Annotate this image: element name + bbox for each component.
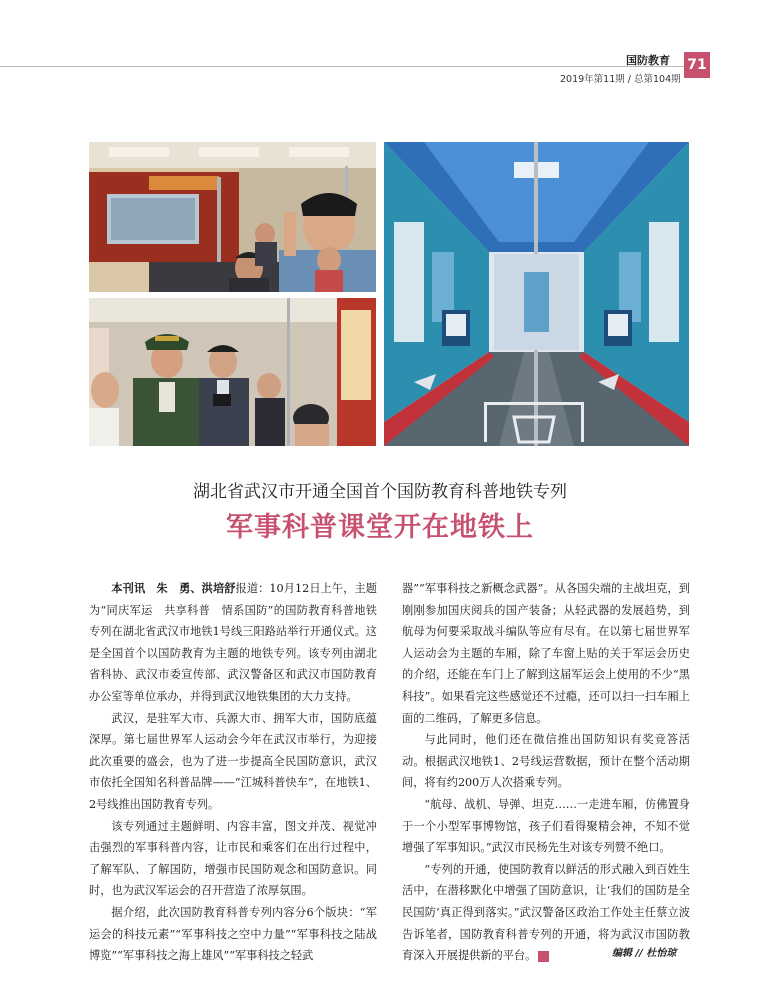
page-number: 71 xyxy=(684,52,710,78)
issue-info: 2019年第11期 / 总第104期 xyxy=(560,74,681,85)
byline: 本刊讯 朱 勇、洪培舒 xyxy=(111,582,236,595)
paragraph-text: 报道：10月12日上午，主题为“同庆军运 共享科普 情系国防”的国防教育科普地铁专列在湖北省武汉市地铁1号线三阳路站举行开通仪式。这是全国首个以国防教育为主题的地铁专列。该专列由湖北省科协、武汉市委宣传部、武汉警备区和武汉市国防教育办公室等单位承办，并得到武汉地铁集团的大力支持。 xyxy=(89,582,377,703)
subway-photo-passengers xyxy=(89,142,376,292)
photo-icon xyxy=(89,298,376,446)
header-rule xyxy=(0,66,705,67)
subway-photo-carriage xyxy=(384,142,689,446)
section-name: 国防教育 xyxy=(626,54,670,67)
article-subtitle: 湖北省武汉市开通全国首个国防教育科普地铁专列 xyxy=(193,482,567,502)
paragraph-text: “专列的开通，使国防教育以鲜活的形式融入到百姓生活中，在潜移默化中增强了国防意识，让‘我们的国防是全民国防’真正得到落实。”武汉警备区政治工作处主任蔡立波告诉笔者，国防教育科普专列的开通，将为武汉市国防教育深入开展提供新的平台。 xyxy=(402,862,690,963)
end-mark-icon: G xyxy=(538,951,549,962)
paragraph xyxy=(89,578,377,708)
article-column-right xyxy=(402,578,690,967)
article-title: 军事科普课堂开在地铁上 xyxy=(226,512,534,543)
paragraph: “航母、战机、导弹、坦克……一走进车厢，仿佛置身于一个小型军事博物馆，孩子们看得聚精会神，不知不觉增强了军事知识。”武汉市民杨先生对该专列赞不绝口。 xyxy=(402,797,690,855)
article-column-left xyxy=(89,578,377,967)
photo-icon xyxy=(384,142,689,446)
paragraph: 该专列通过主题鲜明、内容丰富，图文并茂、视觉冲击强烈的军事科普内容，让市民和乘客们在出行过程中，了解军队、了解国防，增强市民国防观念和国防意识。同时，也为武汉军运会的召开营造了浓厚氛围。 xyxy=(89,819,377,898)
paragraph: 器”“军事科技之新概念武器”。从各国尖端的主战坦克，到刚刚参加国庆阅兵的国产装备；从轻武器的发展趋势，到航母为何要采取战斗编队等应有尽有。在以第七届世界军人运动会为主题的车厢，除了车窗上贴的关于军运会历史的介绍，还能在车门上了解到这届军运会上使用的不少“黑科技”。如果看完这些感觉还不过瘾，还可以扫一扫车厢上面的二维码，了解更多信息。 xyxy=(402,582,690,725)
paragraph: 据介绍，此次国防教育科普专列内容分6个版块：“军运会的科技元素”“军事科技之空中力量”“军事科技之陆战博览”“军事科技之海上雄风”“军事科技之轻武 xyxy=(89,905,377,963)
editor-credit: 编辑 // 杜怡琼 xyxy=(612,948,677,959)
subway-photo-officers xyxy=(89,298,376,446)
paragraph: 与此同时，他们还在微信推出国防知识有奖竞答活动。根据武汉地铁1、2号线运营数据，预计在整个活动期间，将有约200万人次搭乘专列。 xyxy=(402,733,690,790)
photo-icon xyxy=(89,142,376,292)
paragraph: 武汉，是驻军大市、兵源大市、拥军大市，国防底蕴深厚。第七届世界军人运动会今年在武汉市举行，为迎接此次重要的盛会，也为了进一步提高全民国防意识，武汉市依托全国知名科普品牌——“江城科普快车”，在地铁1、2号线推出国防教育专列。 xyxy=(89,711,377,811)
